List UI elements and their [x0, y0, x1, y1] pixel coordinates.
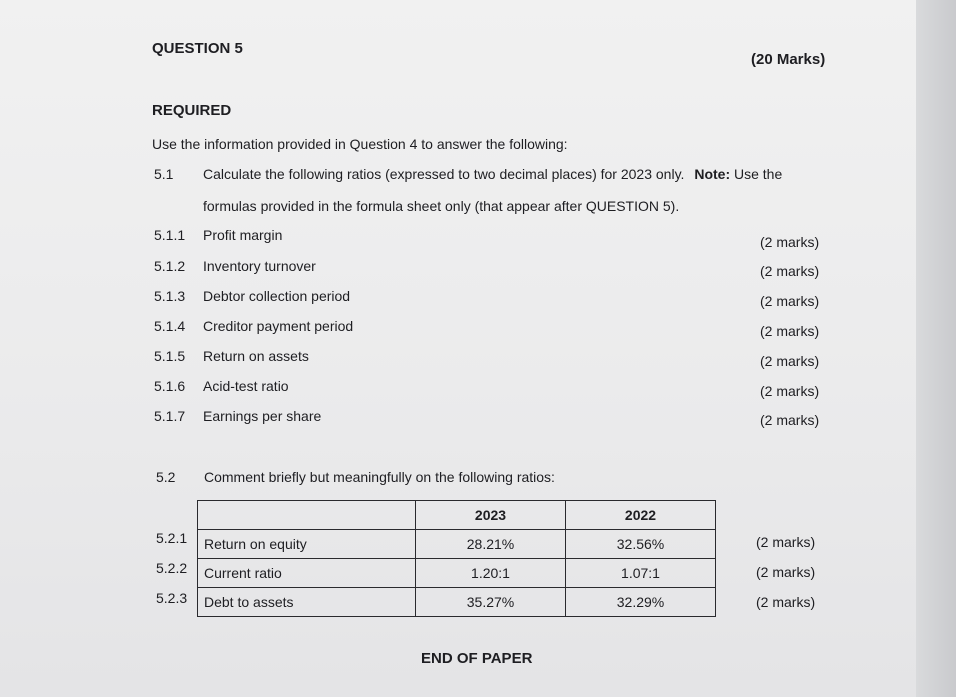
q515-marks: (2 marks) — [760, 353, 820, 369]
q511-marks: (2 marks) — [760, 234, 820, 250]
q513-marks: (2 marks) — [760, 293, 820, 309]
table-row — [198, 588, 716, 617]
row-label: Debt to assets — [198, 588, 416, 617]
table-header-2022: 2022 — [566, 501, 716, 530]
q521-marks: (2 marks) — [756, 534, 816, 550]
row-label: Return on equity — [198, 530, 416, 559]
q51-instruction: Calculate the following ratios (expressed to two decimal places) for 2023 only. — [203, 166, 685, 182]
q513-number: 5.1.3 — [154, 288, 186, 304]
row-value-2023: 28.21% — [416, 530, 566, 559]
row-value-2022: 32.29% — [566, 588, 716, 617]
q51-text — [203, 166, 782, 182]
q51-note-label: Note: — [694, 166, 731, 182]
q521-number: 5.2.1 — [156, 530, 188, 546]
question-title: QUESTION 5 — [152, 40, 243, 57]
q522-number: 5.2.2 — [156, 560, 188, 576]
row-label: Current ratio — [198, 559, 416, 588]
q512-marks: (2 marks) — [760, 263, 820, 279]
row-value-2023: 1.20:1 — [416, 559, 566, 588]
row-value-2022: 1.07:1 — [566, 559, 716, 588]
table-header-2023: 2023 — [416, 501, 566, 530]
q513-label: Debtor collection period — [203, 288, 351, 304]
table-row — [198, 530, 716, 559]
row-value-2023: 35.27% — [416, 588, 566, 617]
q514-number: 5.1.4 — [154, 318, 186, 334]
q517-marks: (2 marks) — [760, 412, 820, 428]
q514-marks: (2 marks) — [760, 323, 820, 339]
q51-number: 5.1 — [154, 166, 174, 182]
table-header-row — [198, 501, 716, 530]
q512-number: 5.1.2 — [154, 258, 186, 274]
q523-marks: (2 marks) — [756, 594, 816, 610]
background-edge — [916, 0, 956, 697]
q51-text-line2: formulas provided in the formula sheet only (that appear after QUESTION 5). — [203, 198, 680, 214]
q523-number: 5.2.3 — [156, 590, 188, 606]
end-of-paper: END OF PAPER — [421, 650, 533, 667]
q511-number: 5.1.1 — [154, 227, 186, 243]
required-intro: Use the information provided in Question 4 to answer the following: — [152, 136, 568, 152]
q52-number: 5.2 — [156, 469, 176, 485]
q522-marks: (2 marks) — [756, 564, 816, 580]
q511-label: Profit margin — [203, 227, 283, 243]
table-row — [198, 559, 716, 588]
q514-label: Creditor payment period — [203, 318, 354, 334]
q517-number: 5.1.7 — [154, 408, 186, 424]
required-heading: REQUIRED — [152, 102, 232, 119]
q516-number: 5.1.6 — [154, 378, 186, 394]
question-total-marks: (20 Marks) — [751, 51, 826, 68]
ratios-table — [197, 500, 716, 617]
q52-text: Comment briefly but meaningfully on the following ratios: — [204, 469, 555, 485]
q516-marks: (2 marks) — [760, 383, 820, 399]
q516-label: Acid-test ratio — [203, 378, 289, 394]
q515-label: Return on assets — [203, 348, 309, 364]
q51-note-text: Use the — [734, 166, 783, 182]
q512-label: Inventory turnover — [203, 258, 316, 274]
table-header-blank — [198, 501, 416, 530]
q515-number: 5.1.5 — [154, 348, 186, 364]
q517-label: Earnings per share — [203, 408, 322, 424]
row-value-2022: 32.56% — [566, 530, 716, 559]
